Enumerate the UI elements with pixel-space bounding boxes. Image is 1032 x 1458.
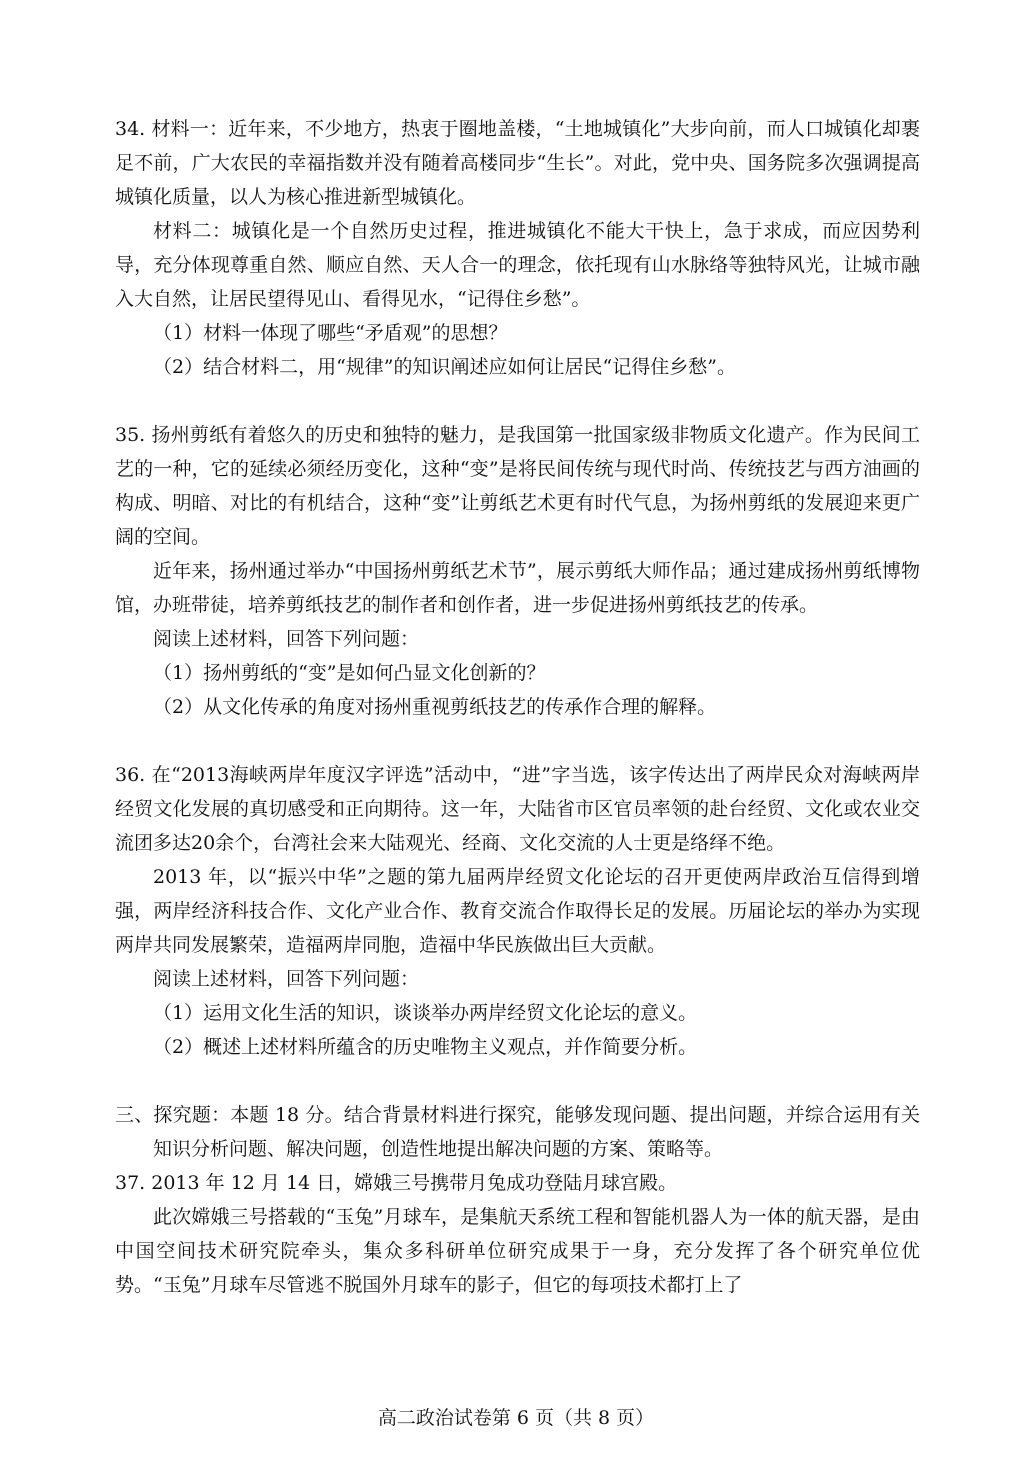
section-3-heading: 三、探究题：本题 18 分。结合背景材料进行探究，能够发现问题、提出问题，并综合运用有关知识分析问题、解决问题，创造性地提出解决问题的方案、策略等。 — [115, 1104, 920, 1160]
q37-paragraph-1: 37. 2013 年 12 月 14 日，嫦娥三号携带月兔成功登陆月球宫殿。 — [115, 1172, 678, 1194]
question-35 — [115, 418, 920, 724]
q35-subquestion-1: （1）扬州剪纸的“变”是如何凸显文化创新的？ — [153, 662, 546, 684]
q35-paragraph-2: 近年来，扬州通过举办“中国扬州剪纸艺术节”，展示剪纸大师作品；通过建成扬州剪纸博物馆，办班带徒，培养剪纸技艺的制作者和创作者，进一步促进扬州剪纸技艺的传承。 — [115, 560, 920, 616]
question-34 — [115, 112, 920, 384]
q37-paragraph-2: 此次嫦娥三号搭载的“玉兔”月球车，是集航天系统工程和智能机器人为一体的航天器，是由中国空间技术研究院牵头，集众多科研单位研究成果于一身，充分发挥了各个研究单位优势。“玉兔”月球车尽管逃不脱国外月球车的影子，但它的每项技术都打上了 — [115, 1206, 920, 1296]
spacer — [115, 384, 920, 418]
spacer — [115, 1064, 920, 1098]
q34-subquestion-2: （2）结合材料二，用“规律”的知识阐述应如何让居民“记得住乡愁”。 — [153, 356, 736, 378]
question-36 — [115, 758, 920, 1064]
q36-subquestion-1: （1）运用文化生活的知识，谈谈举办两岸经贸文化论坛的意义。 — [153, 1002, 698, 1024]
q34-material-one: 34. 材料一：近年来，不少地方，热衷于圈地盖楼，“土地城镇化”大步向前，而人口城镇化却裹足不前，广大农民的幸福指数并没有随着高楼同步“生长”。对此，党中央、国务院多次强调提高城镇化质量，以人为核心推进新型城镇化。 — [115, 118, 920, 208]
q36-paragraph-1: 36. 在“2013海峡两岸年度汉字评选”活动中，“进”字当选，该字传达出了两岸民众对海峡两岸经贸文化发展的真切感受和正向期待。这一年，大陆省市区官员率领的赴台经贸、文化或农业交流团多达20余个，台湾社会来大陆观光、经商、文化交流的人士更是络绎不绝。 — [115, 764, 920, 854]
q35-paragraph-1: 35. 扬州剪纸有着悠久的历史和独特的魅力，是我国第一批国家级非物质文化遗产。作为民间工艺的一种，它的延续必须经历变化，这种“变”是将民间传统与现代时尚、传统技艺与西方油画的构成、明暗、对比的有机结合，这种“变”让剪纸艺术更有时代气息，为扬州剪纸的发展迎来更广阔的空间。 — [115, 424, 920, 548]
q34-material-two: 材料二：城镇化是一个自然历史过程，推进城镇化不能大干快上，急于求成，而应因势利导，充分体现尊重自然、顺应自然、天人合一的理念，依托现有山水脉络等独特风光，让城市融入大自然，让居民望得见山、看得见水，“记得住乡愁”。 — [115, 220, 920, 310]
q36-subquestion-2: （2）概述上述材料所蕴含的历史唯物主义观点，并作简要分析。 — [153, 1036, 698, 1058]
q35-subquestion-2: （2）从文化传承的角度对扬州重视剪纸技艺的传承作合理的解释。 — [153, 696, 717, 718]
question-37 — [115, 1166, 920, 1302]
section-3 — [115, 1098, 920, 1166]
q35-prompt: 阅读上述材料，回答下列问题： — [153, 628, 420, 650]
page-content — [115, 112, 920, 1302]
q36-prompt: 阅读上述材料，回答下列问题： — [153, 968, 420, 990]
spacer — [115, 724, 920, 758]
page-footer: 高二政治试卷第 6 页（共 8 页） — [377, 1407, 655, 1429]
q36-paragraph-2: 2013 年，以“振兴中华”之题的第九届两岸经贸文化论坛的召开更使两岸政治互信得到增强，两岸经济科技合作、文化产业合作、教育交流合作取得长足的发展。历届论坛的举办为实现两岸共同发展繁荣，造福两岸同胞，造福中华民族做出巨大贡献。 — [115, 866, 920, 956]
q34-subquestion-1: （1）材料一体现了哪些“矛盾观”的思想？ — [153, 322, 508, 344]
